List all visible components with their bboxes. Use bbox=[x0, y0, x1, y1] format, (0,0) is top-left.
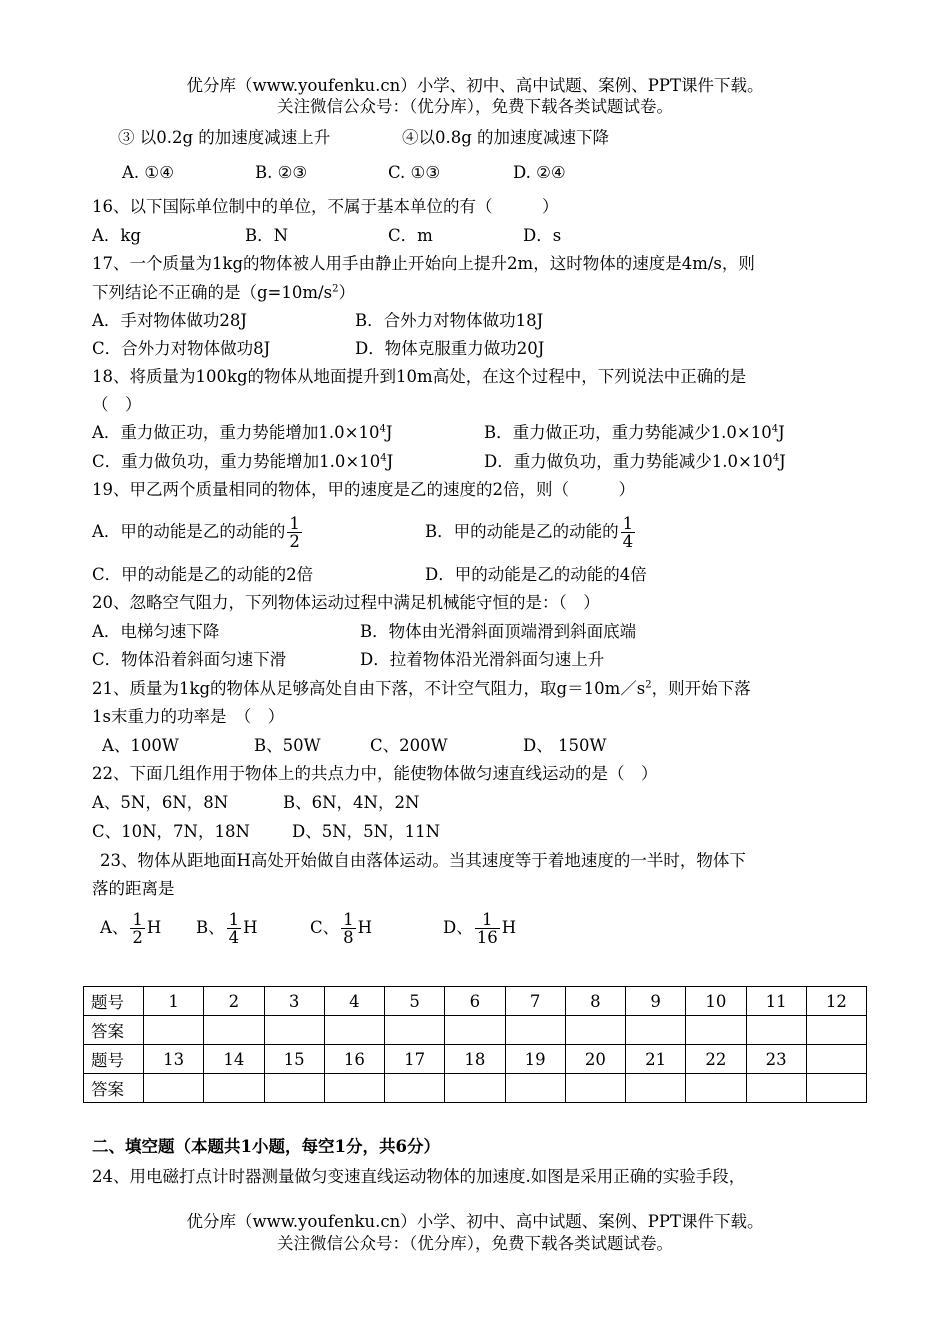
table-cell-q13: 13 bbox=[144, 1045, 204, 1074]
q22-text: 22、下面几组作用于物体上的共点力中，能使物体做匀速直线运动的是（ ） bbox=[92, 764, 658, 783]
table-row-answers-2 bbox=[84, 1074, 867, 1103]
q23-fraction-d bbox=[475, 911, 500, 946]
q21-text-1 bbox=[92, 679, 751, 699]
table-row-answers-1 bbox=[84, 1016, 867, 1045]
table-cell-q23: 23 bbox=[746, 1045, 806, 1074]
q16-text: 16、以下国际单位制中的单位，不属于基本单位的有（ ） bbox=[92, 197, 559, 216]
q20-choice-d: D．拉着物体沿光滑斜面匀速上升 bbox=[360, 650, 605, 669]
q21-text-1-main: 21、质量为1kg的物体从足够高处自由下落，不计空气阻力，取g＝10m／s bbox=[92, 679, 646, 698]
q23-choice-d bbox=[443, 906, 516, 950]
q21-choice-b: B、50W bbox=[254, 736, 321, 755]
q18-choice-b-text: B．重力做正功，重力势能减少1.0×10 bbox=[484, 423, 772, 442]
table-cell-q14: 14 bbox=[204, 1045, 264, 1074]
q23-choice-c-var: H bbox=[357, 918, 373, 937]
table-cell-q10: 10 bbox=[686, 987, 746, 1016]
table-cell-q8: 8 bbox=[565, 987, 625, 1016]
answer-cell[interactable] bbox=[445, 1016, 505, 1045]
q21-choice-d: D、 150W bbox=[523, 736, 607, 755]
table-label-question: 题号 bbox=[84, 987, 144, 1016]
q23-fraction-d-den: 16 bbox=[476, 928, 498, 947]
q19-choice-c: C．甲的动能是乙的动能的2倍 bbox=[92, 565, 314, 584]
table-row-question-numbers-2 bbox=[84, 1045, 867, 1074]
q19-choice-d: D．甲的动能是乙的动能的4倍 bbox=[425, 565, 647, 584]
q15-option-3: ③ 以0.2g 的加速度减速上升 bbox=[118, 128, 331, 147]
answer-cell[interactable] bbox=[686, 1016, 746, 1045]
q19-text: 19、甲乙两个质量相同的物体，甲的速度是乙的速度的2倍，则（ ） bbox=[92, 480, 635, 499]
table-label-answer: 答案 bbox=[84, 1074, 144, 1103]
q18-choice-c-text: C．重力做负功，重力势能增加1.0×10 bbox=[92, 452, 381, 471]
q23-fraction-c bbox=[341, 911, 356, 946]
answer-cell[interactable] bbox=[565, 1074, 625, 1103]
footer-line-2: 关注微信公众号：（优分库），免费下载各类试题试卷。 bbox=[277, 1234, 673, 1253]
q19-fraction-a-num: 1 bbox=[289, 514, 300, 533]
table-cell-q15: 15 bbox=[264, 1045, 324, 1074]
answer-cell[interactable] bbox=[385, 1016, 445, 1045]
answer-cell[interactable] bbox=[324, 1016, 384, 1045]
table-cell-empty bbox=[806, 1045, 866, 1074]
q15-choice-c: C. ①③ bbox=[388, 163, 441, 182]
q15-choice-a: A. ①④ bbox=[122, 163, 174, 182]
table-cell-q11: 11 bbox=[746, 987, 806, 1016]
q19-fraction-a bbox=[287, 515, 302, 550]
q23-choice-a-var: H bbox=[146, 918, 162, 937]
table-cell-q17: 17 bbox=[385, 1045, 445, 1074]
table-label-answer: 答案 bbox=[84, 1016, 144, 1045]
section-2-title: 二、填空题（本题共1小题，每空1分，共6分） bbox=[92, 1137, 440, 1156]
q23-fraction-b-num: 1 bbox=[228, 910, 240, 929]
q19-fraction-a-den: 2 bbox=[289, 532, 300, 551]
answer-cell[interactable] bbox=[505, 1016, 565, 1045]
table-cell-q16: 16 bbox=[324, 1045, 384, 1074]
answer-cell[interactable] bbox=[626, 1074, 686, 1103]
q15-choice-d: D. ②④ bbox=[513, 163, 566, 182]
q18-choice-a bbox=[92, 423, 392, 443]
q23-choice-a-label: A、 bbox=[100, 918, 129, 937]
q17-choice-c: C．合外力对物体做功8J bbox=[92, 339, 271, 358]
answer-cell[interactable] bbox=[565, 1016, 625, 1045]
q18-choice-a-exp: 4 bbox=[379, 423, 386, 435]
q21-choice-c: C、200W bbox=[370, 736, 448, 755]
answer-cell[interactable] bbox=[686, 1074, 746, 1103]
q18-text-2: （ ） bbox=[92, 395, 142, 414]
q21-sup: 2 bbox=[645, 679, 652, 691]
q16-choice-d: D．s bbox=[523, 226, 562, 245]
q17-sup: 2 bbox=[332, 283, 339, 295]
q18-text-1: 18、将质量为100kg的物体从地面提升到10m高处，在这个过程中，下列说法中正确的是 bbox=[92, 367, 747, 386]
q23-fraction-d-num: 1 bbox=[475, 911, 500, 929]
q22-choice-a: A、5N，6N，8N bbox=[92, 793, 229, 812]
q23-fraction-b-den: 4 bbox=[228, 928, 240, 947]
q18-choice-d bbox=[484, 452, 786, 472]
table-label-question: 题号 bbox=[84, 1045, 144, 1074]
table-cell-q4: 4 bbox=[324, 987, 384, 1016]
q24-text: 24、用电磁打点计时器测量做匀变速直线运动物体的加速度.如图是采用正确的实验手段， bbox=[92, 1167, 746, 1186]
answer-cell[interactable] bbox=[505, 1074, 565, 1103]
q18-choice-b-unit: J bbox=[778, 423, 785, 442]
q18-choice-d-exp: 4 bbox=[772, 452, 780, 464]
q23-fraction-c-den: 8 bbox=[343, 928, 354, 947]
q20-choice-b: B．物体由光滑斜面顶端滑到斜面底端 bbox=[360, 622, 637, 641]
table-cell-q9: 9 bbox=[626, 987, 686, 1016]
q19-fraction-b-num: 1 bbox=[622, 514, 634, 533]
table-cell-q12: 12 bbox=[806, 987, 866, 1016]
answer-cell[interactable] bbox=[746, 1016, 806, 1045]
q17-choice-b: B．合外力对物体做功18J bbox=[355, 311, 544, 330]
table-cell-q6: 6 bbox=[445, 987, 505, 1016]
q23-fraction-a-num: 1 bbox=[132, 910, 143, 929]
q17-text-2-end: ） bbox=[338, 283, 355, 302]
q18-choice-c-unit: J bbox=[386, 452, 394, 471]
q16-choice-c: C．m bbox=[388, 226, 433, 245]
answer-cell[interactable] bbox=[746, 1074, 806, 1103]
q18-choice-c bbox=[92, 452, 393, 472]
q19-choice-a-text: A．甲的动能是乙的动能的 bbox=[92, 522, 286, 541]
q23-choice-d-var: H bbox=[501, 918, 517, 937]
q19-choice-a bbox=[92, 512, 304, 552]
q18-choice-b bbox=[484, 423, 785, 443]
header-line-1: 优分库（www.youfenku.cn）小学、初中、高中试题、案例、PPT课件下载。 bbox=[186, 76, 764, 95]
answer-cell[interactable] bbox=[204, 1074, 264, 1103]
q19-choice-b bbox=[425, 512, 637, 552]
q23-choice-b bbox=[196, 906, 258, 950]
q20-choice-c: C．物体沿着斜面匀速下滑 bbox=[92, 650, 287, 669]
answer-cell[interactable] bbox=[144, 1074, 204, 1103]
answer-table bbox=[83, 986, 867, 1103]
q23-fraction-c-num: 1 bbox=[343, 910, 354, 929]
answer-cell[interactable] bbox=[626, 1016, 686, 1045]
q17-text-1: 17、一个质量为1kg的物体被人用手由静止开始向上提升2m，这时物体的速度是4m/s，则 bbox=[92, 254, 755, 273]
q18-choice-a-text: A．重力做正功，重力势能增加1.0×10 bbox=[92, 423, 380, 442]
footer-line-1: 优分库（www.youfenku.cn）小学、初中、高中试题、案例、PPT课件下载。 bbox=[186, 1212, 764, 1231]
answer-cell[interactable] bbox=[264, 1074, 324, 1103]
q15-option-4: ④以0.8g 的加速度减速下降 bbox=[402, 128, 610, 147]
q22-choice-d: D、5N，5N，11N bbox=[292, 822, 441, 841]
q17-text-2 bbox=[92, 283, 355, 303]
q16-choice-a: A．kg bbox=[92, 226, 141, 245]
q17-text-2-main: 下列结论不正确的是（g=10m/s bbox=[92, 283, 333, 302]
table-cell-q5: 5 bbox=[385, 987, 445, 1016]
q17-choice-d: D．物体克服重力做功20J bbox=[355, 339, 545, 358]
q21-text-1-end: ，则开始下落 bbox=[651, 679, 751, 698]
q23-fraction-a-den: 2 bbox=[132, 928, 143, 947]
table-cell-q18: 18 bbox=[445, 1045, 505, 1074]
q18-choice-a-unit: J bbox=[385, 423, 393, 442]
answer-cell[interactable] bbox=[204, 1016, 264, 1045]
table-row-question-numbers-1 bbox=[84, 987, 867, 1016]
q23-text-1: 23、物体从距地面H高处开始做自由落体运动。当其速度等于着地速度的一半时，物体下 bbox=[100, 851, 746, 870]
q20-choice-a: A．电梯匀速下降 bbox=[92, 622, 220, 641]
q23-fraction-b bbox=[227, 911, 242, 946]
answer-cell[interactable] bbox=[144, 1016, 204, 1045]
q21-choice-a: A、100W bbox=[102, 736, 179, 755]
table-cell-q21: 21 bbox=[626, 1045, 686, 1074]
q22-choice-b: B、6N，4N，2N bbox=[283, 793, 420, 812]
q23-fraction-a bbox=[130, 911, 145, 946]
table-cell-q1: 1 bbox=[144, 987, 204, 1016]
answer-cell[interactable] bbox=[806, 1074, 866, 1103]
answer-cell[interactable] bbox=[324, 1074, 384, 1103]
q21-text-2: 1s末重力的功率是 （ ） bbox=[92, 707, 285, 726]
q19-fraction-b bbox=[621, 515, 636, 550]
q18-choice-d-text: D．重力做负功，重力势能减少1.0×10 bbox=[484, 452, 773, 471]
q23-text-2: 落的距离是 bbox=[92, 879, 175, 898]
q18-choice-c-exp: 4 bbox=[380, 452, 387, 464]
q19-choice-b-text: B．甲的动能是乙的动能的 bbox=[425, 522, 619, 541]
q19-fraction-b-den: 4 bbox=[622, 532, 634, 551]
q18-choice-d-unit: J bbox=[779, 452, 786, 471]
answer-cell[interactable] bbox=[806, 1016, 866, 1045]
table-cell-q19: 19 bbox=[505, 1045, 565, 1074]
q16-choice-b: B．N bbox=[245, 226, 289, 245]
q18-choice-b-exp: 4 bbox=[771, 423, 779, 435]
q17-choice-a: A．手对物体做功28J bbox=[92, 311, 248, 330]
answer-cell[interactable] bbox=[385, 1074, 445, 1103]
q23-choice-b-var: H bbox=[243, 918, 258, 937]
q15-choice-b: B. ②③ bbox=[255, 163, 308, 182]
table-cell-q7: 7 bbox=[505, 987, 565, 1016]
table-cell-q2: 2 bbox=[204, 987, 264, 1016]
answer-cell[interactable] bbox=[445, 1074, 505, 1103]
q22-choice-c: C、10N，7N，18N bbox=[92, 822, 250, 841]
q23-choice-b-label: B、 bbox=[196, 918, 225, 937]
answer-cell[interactable] bbox=[264, 1016, 324, 1045]
q23-choice-c-label: C、 bbox=[310, 918, 340, 937]
q20-text: 20、忽略空气阻力，下列物体运动过程中满足机械能守恒的是：（ ） bbox=[92, 593, 600, 612]
q23-choice-c bbox=[310, 906, 372, 950]
table-cell-q20: 20 bbox=[565, 1045, 625, 1074]
table-cell-q22: 22 bbox=[686, 1045, 746, 1074]
q23-choice-a bbox=[100, 906, 161, 950]
table-cell-q3: 3 bbox=[264, 987, 324, 1016]
q23-choice-d-label: D、 bbox=[443, 918, 473, 937]
header-line-2: 关注微信公众号：（优分库），免费下载各类试题试卷。 bbox=[277, 97, 673, 116]
